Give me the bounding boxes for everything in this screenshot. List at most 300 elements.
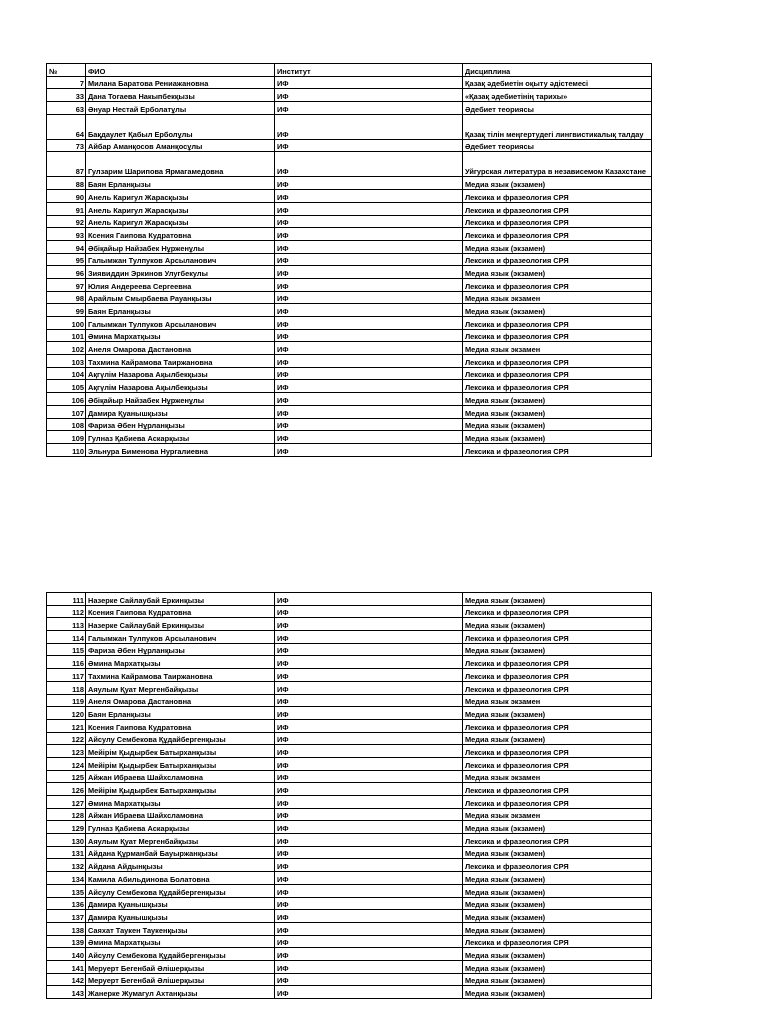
institute: ИФ <box>275 745 463 758</box>
institute: ИФ <box>275 177 463 190</box>
student-name: Зиявиддин Эркинов Улугбекулы <box>86 266 275 279</box>
header-num: № <box>47 64 86 77</box>
table-row <box>47 960 652 973</box>
row-number: 135 <box>47 884 86 897</box>
table-row <box>47 948 652 961</box>
table-row <box>47 405 652 418</box>
institute: ИФ <box>275 796 463 809</box>
row-number: 128 <box>47 808 86 821</box>
table-row <box>47 355 652 368</box>
row-number: 129 <box>47 821 86 834</box>
student-name: Анеля Омарова Дастановна <box>86 694 275 707</box>
table-row <box>47 240 652 253</box>
discipline: Лексика и фразеология СРЯ <box>463 190 652 203</box>
student-name: Меруерт Бегенбай Әлішерқызы <box>86 960 275 973</box>
institute: ИФ <box>275 719 463 732</box>
row-number: 141 <box>47 960 86 973</box>
table-row <box>47 215 652 228</box>
discipline: Лексика и фразеология СРЯ <box>463 253 652 266</box>
institute: ИФ <box>275 152 463 177</box>
discipline: Медиа язык (экзамен) <box>463 897 652 910</box>
table-row <box>47 342 652 355</box>
discipline: Лексика и фразеология СРЯ <box>463 669 652 682</box>
table-row <box>47 719 652 732</box>
student-name: Ксения Гаипова Кудратовна <box>86 228 275 241</box>
institute: ИФ <box>275 757 463 770</box>
student-name: Аяулым Қуат Мергенбайқызы <box>86 834 275 847</box>
institute: ИФ <box>275 910 463 923</box>
student-name: Әмина Мархатқызы <box>86 935 275 948</box>
row-number: 118 <box>47 681 86 694</box>
table-row <box>47 139 652 152</box>
table-row <box>47 935 652 948</box>
institute: ИФ <box>275 418 463 431</box>
table-row <box>47 846 652 859</box>
discipline: Медиа язык (экзамен) <box>463 960 652 973</box>
header-discipline: Дисциплина <box>463 64 652 77</box>
table-row <box>47 304 652 317</box>
row-number: 99 <box>47 304 86 317</box>
table-row <box>47 618 652 631</box>
row-number: 126 <box>47 783 86 796</box>
discipline: Қазақ тілін меңгертудегі лингвистикалық талдау <box>463 114 652 139</box>
institute: ИФ <box>275 89 463 102</box>
institute: ИФ <box>275 808 463 821</box>
student-name: Арайлым Смырбаева Рауанқызы <box>86 291 275 304</box>
row-number: 115 <box>47 643 86 656</box>
table-row <box>47 317 652 330</box>
row-number: 33 <box>47 89 86 102</box>
student-name: Гулназ Қабиева Аскарқызы <box>86 431 275 444</box>
discipline: Медиа язык экзамен <box>463 342 652 355</box>
table-row <box>47 872 652 885</box>
table-row <box>47 329 652 342</box>
institute: ИФ <box>275 291 463 304</box>
student-name: Ксения Гаипова Кудратовна <box>86 605 275 618</box>
table-row <box>47 418 652 431</box>
student-name: Айдана Құрманбай Бауыржанқызы <box>86 846 275 859</box>
table-row <box>47 986 652 999</box>
institute: ИФ <box>275 367 463 380</box>
row-number: 108 <box>47 418 86 431</box>
discipline: Лексика и фразеология СРЯ <box>463 355 652 368</box>
row-number: 7 <box>47 76 86 89</box>
row-number: 102 <box>47 342 86 355</box>
institute: ИФ <box>275 253 463 266</box>
row-number: 117 <box>47 669 86 682</box>
student-name: Айдана Айдынқызы <box>86 859 275 872</box>
student-name: Баян Ерланқызы <box>86 304 275 317</box>
row-number: 131 <box>47 846 86 859</box>
table-row <box>47 76 652 89</box>
student-name: Айсулу Сембекова Құдайбергенқызы <box>86 732 275 745</box>
row-number: 91 <box>47 202 86 215</box>
table-row <box>47 681 652 694</box>
student-name: Баян Ерланқызы <box>86 177 275 190</box>
discipline: Медиа язык (экзамен) <box>463 707 652 720</box>
institute: ИФ <box>275 681 463 694</box>
discipline: Лексика и фразеология СРЯ <box>463 380 652 393</box>
table-row <box>47 757 652 770</box>
table-row <box>47 707 652 720</box>
discipline: Лексика и фразеология СРЯ <box>463 202 652 215</box>
discipline: Медиа язык (экзамен) <box>463 304 652 317</box>
institute: ИФ <box>275 872 463 885</box>
row-number: 110 <box>47 443 86 456</box>
institute: ИФ <box>275 669 463 682</box>
student-name: Анель Каригул Жарасқызы <box>86 190 275 203</box>
header-institute: Институт <box>275 64 463 77</box>
student-name: Назерке Сайлаубай Еркинқызы <box>86 618 275 631</box>
table-row <box>47 190 652 203</box>
institute: ИФ <box>275 329 463 342</box>
institute: ИФ <box>275 694 463 707</box>
discipline: Медиа язык (экзамен) <box>463 846 652 859</box>
student-name: Дамира Қуанышқызы <box>86 405 275 418</box>
discipline: Медиа язык (экзамен) <box>463 643 652 656</box>
institute: ИФ <box>275 884 463 897</box>
row-number: 137 <box>47 910 86 923</box>
institute: ИФ <box>275 266 463 279</box>
row-number: 107 <box>47 405 86 418</box>
row-number: 88 <box>47 177 86 190</box>
table-row <box>47 393 652 406</box>
institute: ИФ <box>275 202 463 215</box>
row-number: 92 <box>47 215 86 228</box>
discipline: Медиа язык (экзамен) <box>463 240 652 253</box>
table-row <box>47 605 652 618</box>
institute: ИФ <box>275 935 463 948</box>
table-row <box>47 593 652 606</box>
discipline: Лексика и фразеология СРЯ <box>463 745 652 758</box>
student-name: Фариза Әбен Нұрланқызы <box>86 643 275 656</box>
student-name: Дамира Қуанышқызы <box>86 910 275 923</box>
discipline: Медиа язык (экзамен) <box>463 177 652 190</box>
student-name: Әнуар Нестай Ерболатұлы <box>86 102 275 115</box>
discipline: Әдебиет теориясы <box>463 102 652 115</box>
table-row <box>47 783 652 796</box>
row-number: 93 <box>47 228 86 241</box>
discipline: Медиа язык (экзамен) <box>463 973 652 986</box>
student-name: Ақгүлім Назарова Ақылбекқызы <box>86 367 275 380</box>
student-name: Ксения Гаипова Кудратовна <box>86 719 275 732</box>
table-row <box>47 656 652 669</box>
discipline: Медиа язык экзамен <box>463 291 652 304</box>
student-name: Айсулу Сембекова Құдайбергенқызы <box>86 948 275 961</box>
institute: ИФ <box>275 443 463 456</box>
row-number: 111 <box>47 593 86 606</box>
table-row <box>47 770 652 783</box>
table-row <box>47 380 652 393</box>
institute: ИФ <box>275 846 463 859</box>
student-name: Әмина Мархатқызы <box>86 796 275 809</box>
discipline: Медиа язык (экзамен) <box>463 618 652 631</box>
discipline: Лексика и фразеология СРЯ <box>463 783 652 796</box>
table-row <box>47 152 652 177</box>
student-name: Юлия Андереева Сергеевна <box>86 278 275 291</box>
table-row <box>47 102 652 115</box>
table-row <box>47 443 652 456</box>
institute: ИФ <box>275 897 463 910</box>
student-name: Мейірім Қыдырбек Батырханқызы <box>86 745 275 758</box>
row-number: 127 <box>47 796 86 809</box>
row-number: 143 <box>47 986 86 999</box>
table-row <box>47 694 652 707</box>
student-name: Саяхат Таукен Таукенқызы <box>86 922 275 935</box>
discipline: Лексика и фразеология СРЯ <box>463 228 652 241</box>
row-number: 100 <box>47 317 86 330</box>
header-fio: ФИО <box>86 64 275 77</box>
row-number: 140 <box>47 948 86 961</box>
student-name: Әмина Мархатқызы <box>86 329 275 342</box>
institute: ИФ <box>275 405 463 418</box>
student-name: Камила Абильдинова Болатовна <box>86 872 275 885</box>
institute: ИФ <box>275 707 463 720</box>
institute: ИФ <box>275 342 463 355</box>
institute: ИФ <box>275 215 463 228</box>
table-row <box>47 643 652 656</box>
row-number: 103 <box>47 355 86 368</box>
student-name: Айсулу Сембекова Құдайбергенқызы <box>86 884 275 897</box>
student-name: Әбіқайыр Найзабек Нұрженұлы <box>86 240 275 253</box>
institute: ИФ <box>275 618 463 631</box>
discipline: Лексика и фразеология СРЯ <box>463 834 652 847</box>
row-number: 90 <box>47 190 86 203</box>
institute: ИФ <box>275 278 463 291</box>
discipline: Медиа язык экзамен <box>463 770 652 783</box>
discipline: Медиа язык (экзамен) <box>463 910 652 923</box>
discipline: Лексика и фразеология СРЯ <box>463 367 652 380</box>
institute: ИФ <box>275 631 463 644</box>
discipline: Лексика и фразеология СРЯ <box>463 317 652 330</box>
table-row <box>47 821 652 834</box>
discipline: Медиа язык экзамен <box>463 808 652 821</box>
row-number: 119 <box>47 694 86 707</box>
student-name: Анель Каригул Жарасқызы <box>86 202 275 215</box>
row-number: 95 <box>47 253 86 266</box>
institute: ИФ <box>275 922 463 935</box>
row-number: 142 <box>47 973 86 986</box>
table-row <box>47 796 652 809</box>
table-row <box>47 834 652 847</box>
row-number: 96 <box>47 266 86 279</box>
institute: ИФ <box>275 960 463 973</box>
institute: ИФ <box>275 102 463 115</box>
row-number: 123 <box>47 745 86 758</box>
student-table-top <box>46 63 652 457</box>
discipline: Медиа язык (экзамен) <box>463 872 652 885</box>
student-name: Гулназ Қабиева Аскарқызы <box>86 821 275 834</box>
institute: ИФ <box>275 114 463 139</box>
row-number: 105 <box>47 380 86 393</box>
student-name: Анель Каригул Жарасқызы <box>86 215 275 228</box>
student-name: Тахмина Кайрамова Таиржановна <box>86 669 275 682</box>
discipline: Әдебиет теориясы <box>463 139 652 152</box>
table-row <box>47 114 652 139</box>
discipline: Медиа язык (экзамен) <box>463 393 652 406</box>
student-name: Айжан Ибраева Шайхсламовна <box>86 770 275 783</box>
table-row <box>47 669 652 682</box>
row-number: 106 <box>47 393 86 406</box>
student-table-bottom <box>46 592 652 999</box>
institute: ИФ <box>275 139 463 152</box>
institute: ИФ <box>275 986 463 999</box>
discipline: Медиа язык (экзамен) <box>463 405 652 418</box>
row-number: 104 <box>47 367 86 380</box>
discipline: Медиа язык (экзамен) <box>463 986 652 999</box>
row-number: 125 <box>47 770 86 783</box>
institute: ИФ <box>275 770 463 783</box>
row-number: 113 <box>47 618 86 631</box>
student-name: Меруерт Бегенбай Әлішерқызы <box>86 973 275 986</box>
institute: ИФ <box>275 380 463 393</box>
student-name: Фариза Әбен Нұрланқызы <box>86 418 275 431</box>
discipline: Медиа язык (экзамен) <box>463 431 652 444</box>
institute: ИФ <box>275 304 463 317</box>
student-name: Әбіқайыр Найзабек Нұрженұлы <box>86 393 275 406</box>
student-name: Назерке Сайлаубай Еркинқызы <box>86 593 275 606</box>
discipline: «Қазақ әдебиетінің тарихы» <box>463 89 652 102</box>
row-number: 73 <box>47 139 86 152</box>
student-name: Гулзарим Шарипова Ярмагамедовна <box>86 152 275 177</box>
institute: ИФ <box>275 190 463 203</box>
table-row <box>47 291 652 304</box>
institute: ИФ <box>275 605 463 618</box>
institute: ИФ <box>275 948 463 961</box>
discipline: Лексика и фразеология СРЯ <box>463 757 652 770</box>
row-number: 124 <box>47 757 86 770</box>
table-row <box>47 897 652 910</box>
row-number: 132 <box>47 859 86 872</box>
row-number: 112 <box>47 605 86 618</box>
student-name: Әмина Мархатқызы <box>86 656 275 669</box>
discipline: Лексика и фразеология СРЯ <box>463 796 652 809</box>
discipline: Лексика и фразеология СРЯ <box>463 935 652 948</box>
row-number: 63 <box>47 102 86 115</box>
discipline: Медиа язык (экзамен) <box>463 593 652 606</box>
row-number: 134 <box>47 872 86 885</box>
discipline: Лексика и фразеология СРЯ <box>463 859 652 872</box>
table-row <box>47 745 652 758</box>
row-number: 138 <box>47 922 86 935</box>
student-name: Галымжан Тулпуков Арсыланович <box>86 253 275 266</box>
student-name: Баян Ерланқызы <box>86 707 275 720</box>
row-number: 130 <box>47 834 86 847</box>
table-row <box>47 202 652 215</box>
discipline: Лексика и фразеология СРЯ <box>463 329 652 342</box>
table-row <box>47 228 652 241</box>
row-number: 121 <box>47 719 86 732</box>
row-number: 87 <box>47 152 86 177</box>
row-number: 120 <box>47 707 86 720</box>
discipline: Медиа язык (экзамен) <box>463 884 652 897</box>
header-row <box>47 64 652 77</box>
table-row <box>47 910 652 923</box>
institute: ИФ <box>275 732 463 745</box>
institute: ИФ <box>275 821 463 834</box>
discipline: Лексика и фразеология СРЯ <box>463 719 652 732</box>
table-row <box>47 367 652 380</box>
row-number: 64 <box>47 114 86 139</box>
table-row <box>47 973 652 986</box>
student-name: Мейірім Қыдырбек Батырханқызы <box>86 783 275 796</box>
table-row <box>47 884 652 897</box>
student-name: Жанерке Жумагул Ахтанқызы <box>86 986 275 999</box>
student-name: Галымжан Тулпуков Арсыланович <box>86 631 275 644</box>
row-number: 114 <box>47 631 86 644</box>
row-number: 139 <box>47 935 86 948</box>
row-number: 116 <box>47 656 86 669</box>
row-number: 94 <box>47 240 86 253</box>
student-name: Ақгүлім Назарова Ақылбекқызы <box>86 380 275 393</box>
discipline: Медиа язык (экзамен) <box>463 948 652 961</box>
student-name: Айжан Ибраева Шайхсламовна <box>86 808 275 821</box>
institute: ИФ <box>275 834 463 847</box>
student-name: Тахмина Кайрамова Таиржановна <box>86 355 275 368</box>
student-name: Милана Баратова Рениажановна <box>86 76 275 89</box>
institute: ИФ <box>275 643 463 656</box>
student-name: Эльнура Бименова Нургалиевна <box>86 443 275 456</box>
student-name: Галымжан Тулпуков Арсыланович <box>86 317 275 330</box>
institute: ИФ <box>275 355 463 368</box>
student-name: Айбар Аманқосов Аманқосұлы <box>86 139 275 152</box>
institute: ИФ <box>275 656 463 669</box>
institute: ИФ <box>275 973 463 986</box>
table-row <box>47 808 652 821</box>
discipline: Уйгурская литература в независемом Казахстане <box>463 152 652 177</box>
student-name: Анеля Омарова Дастановна <box>86 342 275 355</box>
institute: ИФ <box>275 783 463 796</box>
institute: ИФ <box>275 317 463 330</box>
table-row <box>47 922 652 935</box>
discipline: Медиа язык (экзамен) <box>463 821 652 834</box>
discipline: Лексика и фразеология СРЯ <box>463 631 652 644</box>
table-row <box>47 89 652 102</box>
discipline: Медиа язык (экзамен) <box>463 732 652 745</box>
row-number: 101 <box>47 329 86 342</box>
row-number: 122 <box>47 732 86 745</box>
table-row <box>47 278 652 291</box>
discipline: Лексика и фразеология СРЯ <box>463 605 652 618</box>
institute: ИФ <box>275 228 463 241</box>
row-number: 97 <box>47 278 86 291</box>
institute: ИФ <box>275 76 463 89</box>
discipline: Медиа язык экзамен <box>463 694 652 707</box>
institute: ИФ <box>275 431 463 444</box>
row-number: 136 <box>47 897 86 910</box>
student-name: Мейірім Қыдырбек Батырханқызы <box>86 757 275 770</box>
discipline: Лексика и фразеология СРЯ <box>463 278 652 291</box>
row-number: 109 <box>47 431 86 444</box>
discipline: Лексика и фразеология СРЯ <box>463 443 652 456</box>
row-number: 98 <box>47 291 86 304</box>
student-name: Дамира Қуанышқызы <box>86 897 275 910</box>
student-name: Дана Тогаева Накыпбекқызы <box>86 89 275 102</box>
discipline: Лексика и фразеология СРЯ <box>463 656 652 669</box>
discipline: Медиа язык (экзамен) <box>463 266 652 279</box>
institute: ИФ <box>275 240 463 253</box>
table-row <box>47 859 652 872</box>
table-row <box>47 177 652 190</box>
discipline: Медиа язык (экзамен) <box>463 418 652 431</box>
discipline: Қазақ әдебиетін оқыту әдістемесі <box>463 76 652 89</box>
institute: ИФ <box>275 593 463 606</box>
discipline: Лексика и фразеология СРЯ <box>463 215 652 228</box>
table-row <box>47 431 652 444</box>
student-name: Бақдаулет Қабыл Ерболұлы <box>86 114 275 139</box>
institute: ИФ <box>275 859 463 872</box>
student-name: Аяулым Қуат Мергенбайқызы <box>86 681 275 694</box>
